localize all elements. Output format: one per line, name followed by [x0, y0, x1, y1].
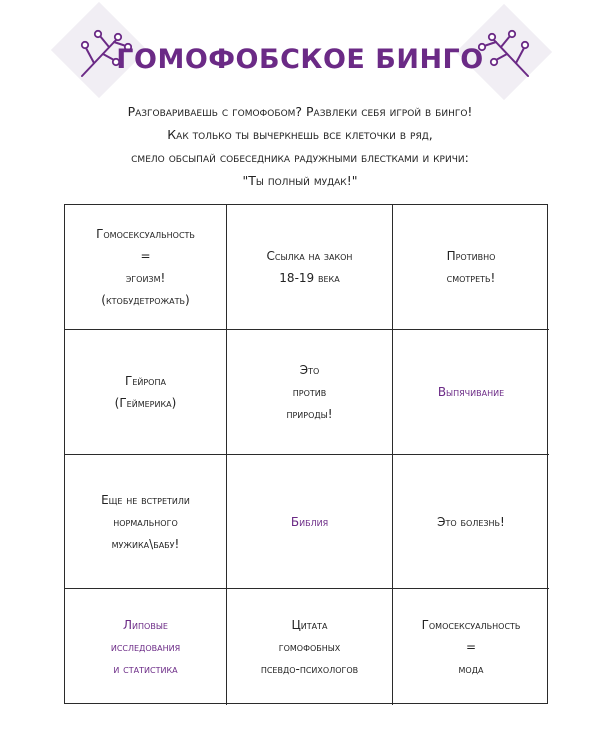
bingo-cell-text: Гейропа (Геймерика) [114, 374, 177, 410]
bingo-cell[interactable] [65, 589, 227, 705]
bingo-cell-text: Цитата гомофобных псевдо-психологов [260, 618, 359, 676]
bingo-cell[interactable] [393, 455, 549, 589]
bingo-cell-text: Гомосексуальность = мода [421, 618, 521, 676]
bingo-cell-text: Еще не встретили нормального мужика\бабу! [101, 492, 190, 551]
bingo-cell[interactable] [227, 330, 393, 455]
page-title: ГОМОФОБСКОЕ БИНГО [116, 44, 484, 75]
bingo-cell[interactable] [65, 330, 227, 455]
bingo-cell[interactable] [393, 589, 549, 705]
intro-line: смело обсыпай собеседника радужными блестками и кричи: [131, 150, 469, 165]
bingo-cell-text: Гомосексуальность = эгоизм! (ктобудетрожать) [96, 227, 195, 307]
header [0, 0, 600, 200]
bingo-cell[interactable] [393, 205, 549, 330]
bingo-cell[interactable] [227, 455, 393, 589]
bingo-cell[interactable] [227, 205, 393, 330]
bingo-cell-text: Это против природы! [286, 363, 333, 421]
bingo-cell-text: Выпячивание [437, 385, 505, 399]
bingo-cell[interactable] [65, 455, 227, 589]
intro-line: "Ты полный мудак!" [242, 173, 358, 188]
bingo-cell-text: Противно смотреть! [446, 249, 496, 285]
intro-text [40, 100, 560, 192]
bingo-cell-text: Липовые исследования и статистика [110, 618, 181, 676]
bingo-cell-text: Это болезнь! [437, 514, 505, 529]
bingo-cell[interactable] [227, 589, 393, 705]
bingo-grid [64, 204, 548, 704]
bingo-cell-text: Ссылка на закон 18-19 века [266, 249, 353, 285]
bingo-cell[interactable] [65, 205, 227, 330]
intro-line: Разговариваешь с гомофобом? Развлеки себя игрой в бинго! [127, 104, 473, 119]
intro-line: Как только ты вычеркнешь все клеточки в ряд, [167, 127, 433, 142]
bingo-cell[interactable] [393, 330, 549, 455]
bingo-cell-text: Библия [290, 514, 329, 529]
